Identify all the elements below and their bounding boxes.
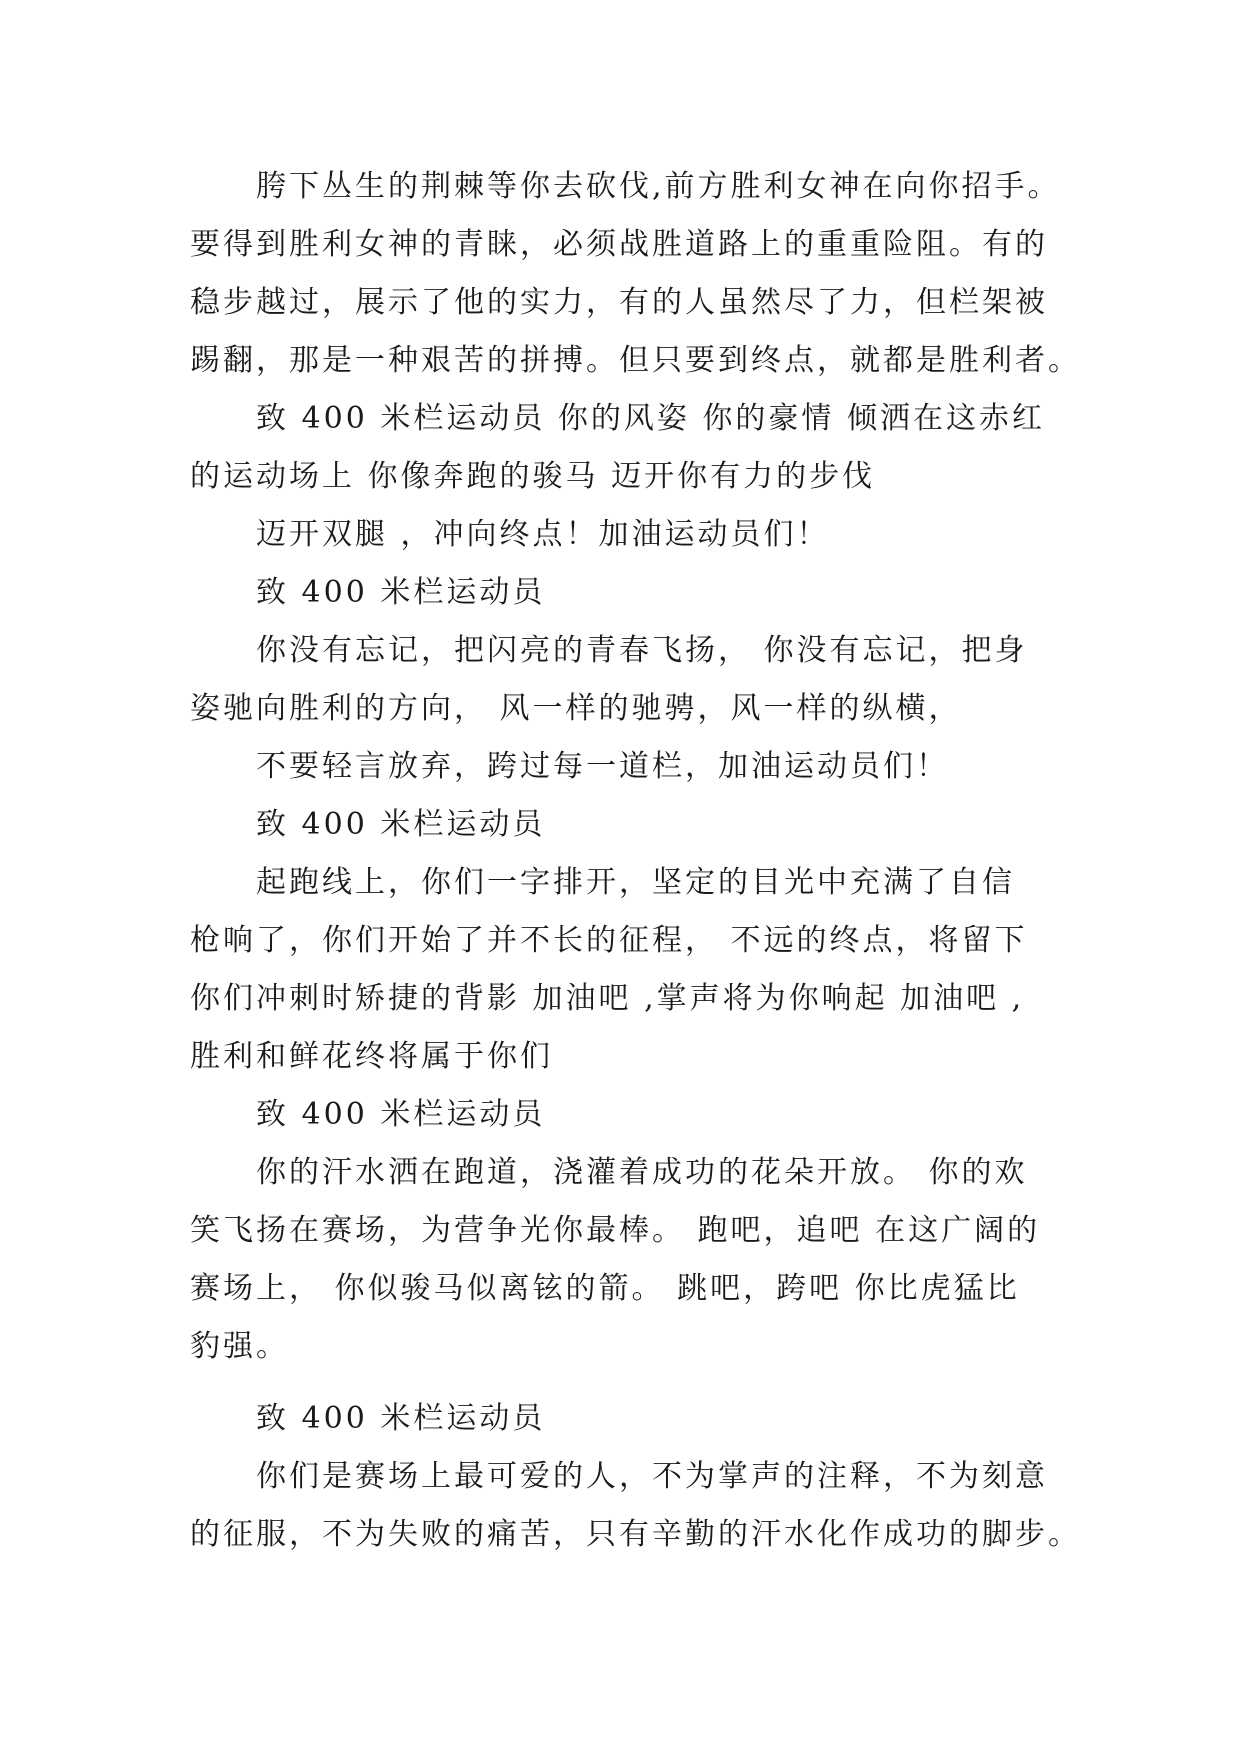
document-page bbox=[190, 158, 1081, 1564]
text-line: 要得到胜利女神的青睐，必须战胜道路上的重重险阻。有的 bbox=[190, 227, 1048, 262]
text-line: 胜利和鲜花终将属于你们 bbox=[190, 1039, 553, 1074]
section-heading: 致 400 米栏运动员 bbox=[256, 575, 546, 610]
text-line: 迈开双腿 ，冲向终点！加油运动员们！ bbox=[256, 517, 830, 552]
section-heading: 致 400 米栏运动员 bbox=[256, 1097, 546, 1132]
text-line: 踢翻，那是一种艰苦的拼搏。但只要到终点，就都是胜利者。 bbox=[190, 343, 1081, 378]
text-line: 致 400 米栏运动员 你的风姿 你的豪情 倾洒在这赤红 bbox=[256, 401, 1045, 436]
text-line: 你们冲刺时矫捷的背影 加油吧 ,掌声将为你响起 加油吧 , bbox=[190, 981, 1025, 1016]
text-line: 你的汗水洒在跑道，浇灌着成功的花朵开放。 你的欢 bbox=[256, 1155, 1028, 1190]
text-line: 你没有忘记，把闪亮的青春飞扬， 你没有忘记，把身 bbox=[256, 633, 1028, 668]
text-line: 赛场上， 你似骏马似离铉的箭。 跳吧，跨吧 你比虎猛比 bbox=[190, 1271, 1020, 1306]
text-line: 稳步越过，展示了他的实力，有的人虽然尽了力，但栏架被 bbox=[190, 285, 1048, 320]
section-heading: 致 400 米栏运动员 bbox=[256, 807, 546, 842]
text-line: 的征服，不为失败的痛苦，只有辛勤的汗水化作成功的脚步。 bbox=[190, 1517, 1081, 1552]
text-line: 你们是赛场上最可爱的人，不为掌声的注释，不为刻意 bbox=[256, 1459, 1048, 1494]
text-line: 起跑线上，你们一字排开，坚定的目光中充满了自信 bbox=[256, 865, 1015, 900]
text-line: 的运动场上 你像奔跑的骏马 迈开你有力的步伐 bbox=[190, 459, 876, 494]
text-line: 豹强。 bbox=[190, 1329, 289, 1364]
text-line: 姿驰向胜利的方向， 风一样的驰骋，风一样的纵横， bbox=[190, 691, 962, 726]
text-line: 枪响了，你们开始了并不长的征程， 不远的终点，将留下 bbox=[190, 923, 1028, 958]
section-heading: 致 400 米栏运动员 bbox=[256, 1401, 546, 1436]
text-line: 笑飞扬在赛场，为营争光你最棒。 跑吧，追吧 在这广阔的 bbox=[190, 1213, 1041, 1248]
text-line: 胯下丛生的荆棘等你去砍伐,前方胜利女神在向你招手。 bbox=[256, 169, 1061, 204]
text-line: 不要轻言放弃，跨过每一道栏，加油运动员们！ bbox=[256, 749, 949, 784]
